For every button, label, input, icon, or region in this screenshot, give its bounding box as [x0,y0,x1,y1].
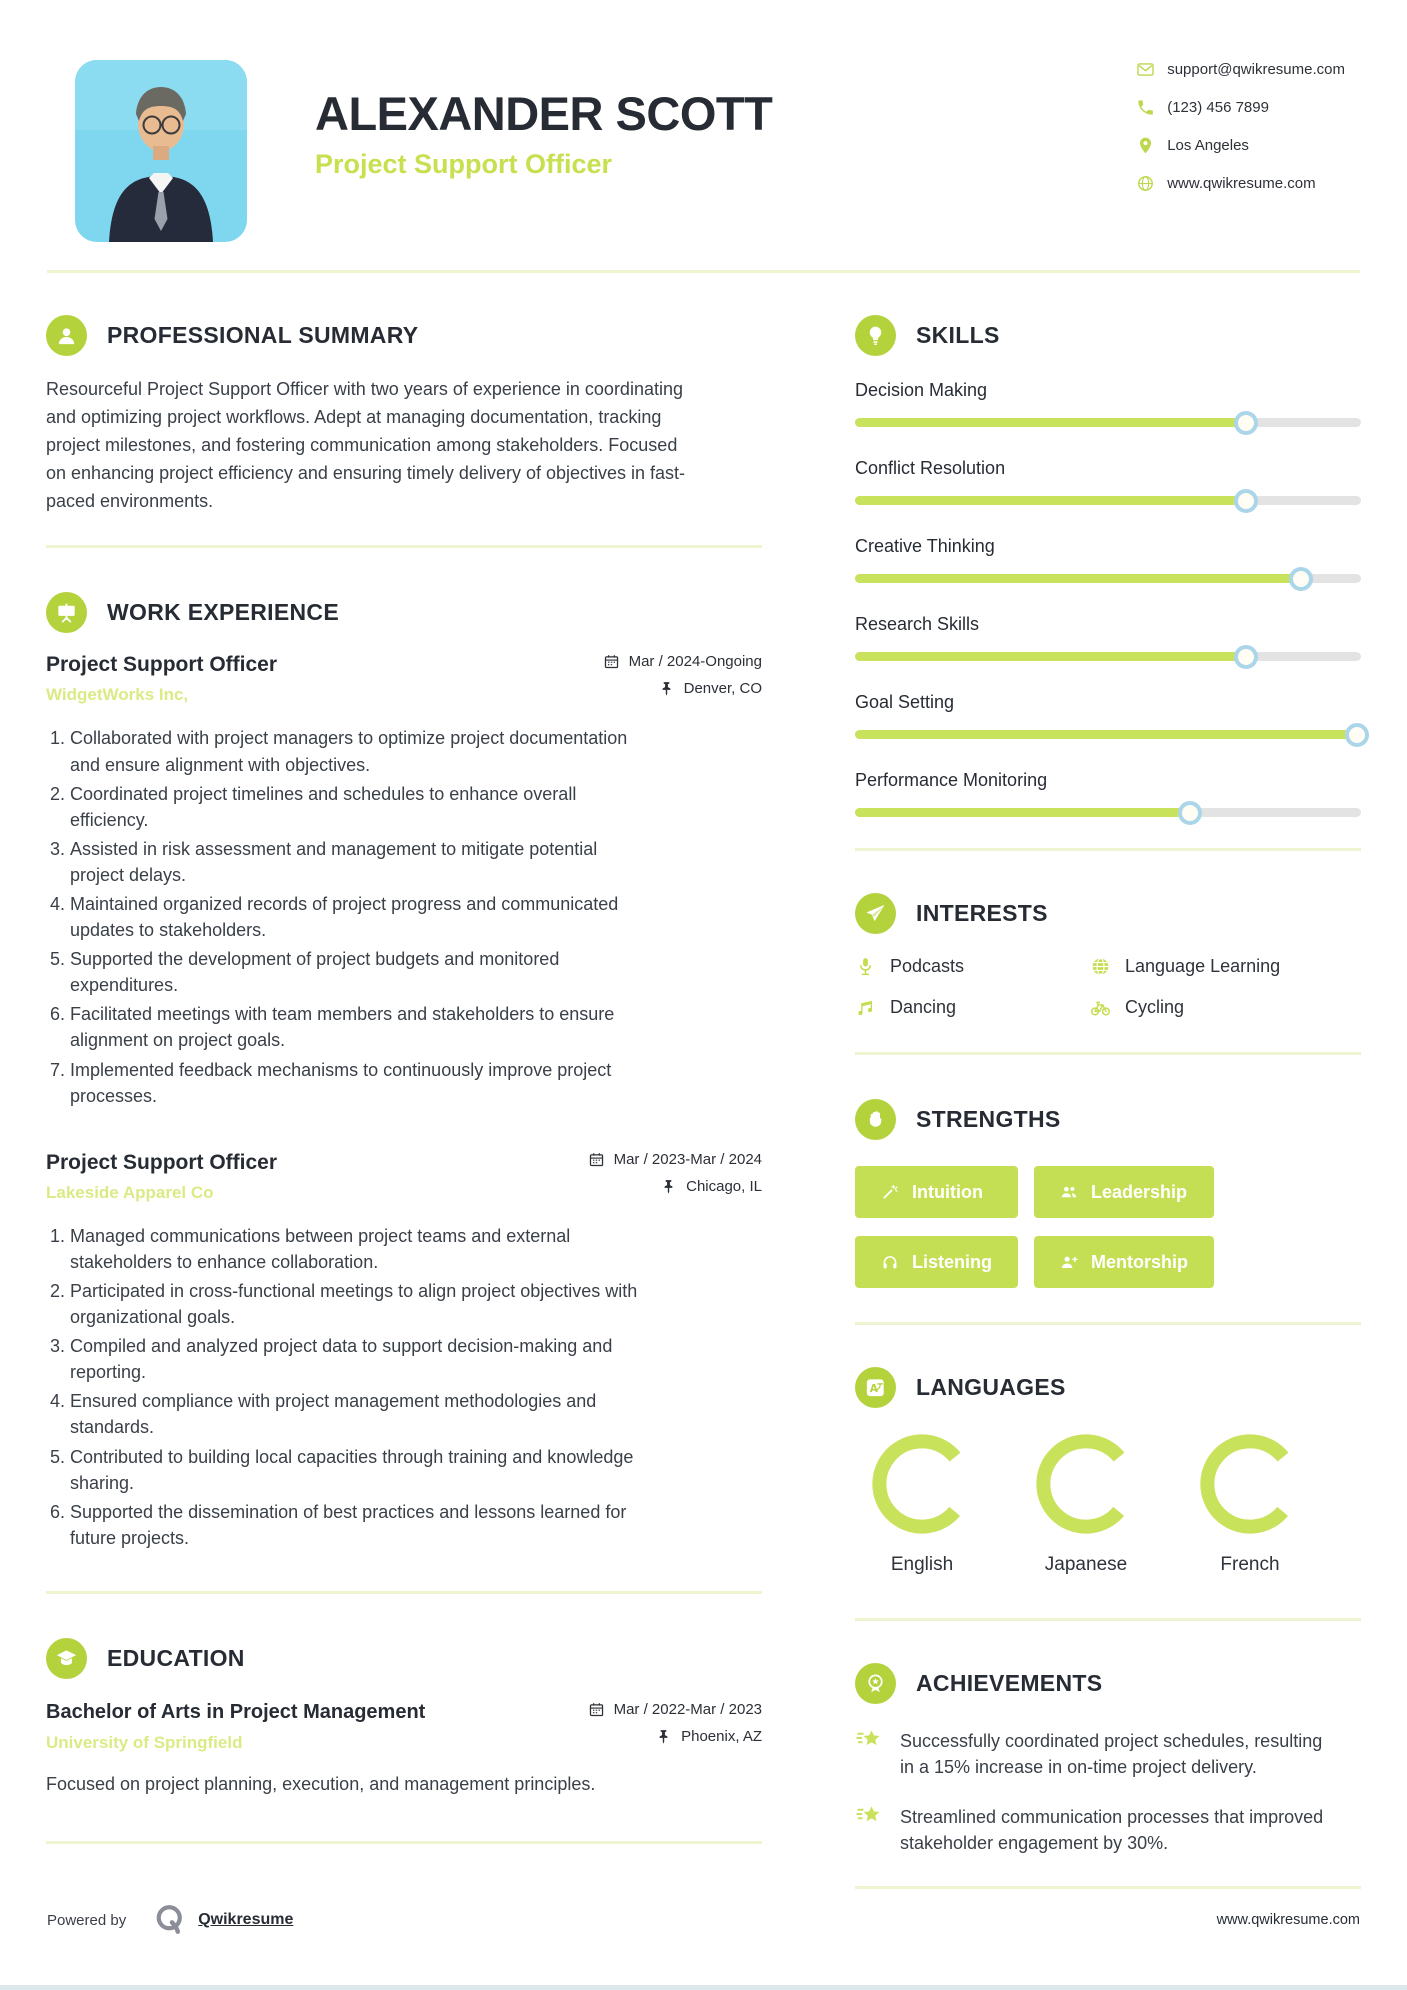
interests-list [855,956,1361,1018]
language-label: English [890,1554,954,1575]
email-icon [1136,60,1155,79]
calendar-icon [603,653,620,670]
slider-knob[interactable] [1234,645,1258,669]
skill-slider-fill [855,418,1245,427]
right-column [855,273,1361,1889]
job-location [547,1178,762,1195]
skill-slider-fill [855,730,1356,739]
shooting-star-icon [855,1726,885,1756]
strengths-section-header [855,1099,1361,1140]
qwikresume-link[interactable]: Qwikresume [198,1911,294,1928]
job-bullet: 1. Managed communications between project teams and external stakeholders to enhance collaboration. [70,1223,652,1275]
skills-heading: SKILLS [916,322,1000,348]
bicycle-icon [1090,997,1111,1018]
strength-badge [1034,1166,1214,1218]
job-meta [547,1151,762,1205]
portrait-image [75,60,247,242]
skill-name: Performance Monitoring [855,770,1048,790]
footer [47,1902,1360,1938]
skill-slider-fill [855,574,1300,583]
strength-label: Intuition [912,1181,983,1202]
education-dates-text: Mar / 2022-Mar / 2023 [613,1700,762,1718]
job-dates [547,653,762,670]
skill-slider[interactable] [855,418,1361,427]
strengths-heading: STRENGTHS [916,1106,1061,1132]
work-section-header [46,592,762,633]
education-location-text: Phoenix, AZ [681,1727,762,1745]
achievement-item [855,1804,1361,1856]
language-level-ring [1198,1432,1302,1536]
interest-item [855,956,1090,977]
education-dates [547,1701,762,1718]
strength-badge [855,1236,1018,1288]
languages-list [855,1432,1361,1576]
job-dates-text: Mar / 2024-Ongoing [628,653,762,671]
language-item [1183,1432,1317,1576]
divider [855,1618,1361,1621]
job-location-text: Chicago, IL [686,1177,762,1195]
skill-name: Creative Thinking [855,536,995,556]
skill-name: Research Skills [855,614,980,634]
slider-knob[interactable] [1289,567,1313,591]
translation-icon [855,1367,896,1408]
footer-website-link[interactable]: www.qwikresume.com [1216,1912,1360,1928]
users-icon [1060,1183,1078,1201]
job-meta [547,653,762,707]
job-bullet: 5. Supported the development of project budgets and monitored expenditures. [70,946,652,998]
job-bullet: 2. Coordinated project timelines and schedules to enhance overall efficiency. [70,781,652,833]
contact-location [1136,136,1345,155]
slider-knob[interactable] [1234,411,1258,435]
summary-heading: PROFESSIONAL SUMMARY [107,322,419,348]
achievement-item [855,1728,1361,1780]
skill-slider-fill [855,652,1245,661]
language-label: French [1220,1554,1280,1575]
skill-item [855,536,1361,583]
interest-label: Cycling [1125,997,1185,1017]
job-bullet: 3. Assisted in risk assessment and management to mitigate potential project delays. [70,836,652,888]
calendar-icon [588,1701,605,1718]
headphones-icon [881,1253,899,1271]
summary-section-header [46,315,762,356]
slider-knob[interactable] [1178,801,1202,825]
work-heading: WORK EXPERIENCE [107,599,339,626]
degree-title: Bachelor of Arts in Project Management [46,1700,426,1723]
paper-plane-icon [855,893,896,934]
qwikresume-logo-icon [152,1902,188,1938]
strength-label: Mentorship [1091,1251,1188,1272]
user-plus-icon [1060,1253,1078,1271]
globe-icon [1090,956,1111,977]
interests-heading: INTERESTS [916,900,1048,926]
interest-label: Podcasts [890,956,965,976]
svg-text:A: A [869,1382,878,1395]
interest-label: Language Learning [1125,956,1281,976]
strengths-list [855,1166,1361,1288]
skill-slider[interactable] [855,808,1361,817]
contact-email [1136,60,1345,79]
skill-slider[interactable] [855,652,1361,661]
skill-name: Decision Making [855,380,988,400]
contact-website-text: www.qwikresume.com [1167,175,1316,192]
divider [855,1322,1361,1325]
strength-badge [1034,1236,1214,1288]
job-location [547,680,762,697]
skill-item [855,614,1361,661]
language-item [855,1432,989,1576]
microphone-icon [855,956,876,977]
achievement-text: Successfully coordinated project schedules, resulting in a 15% increase in on-time project delivery. [900,1731,1323,1778]
job-bullets [46,725,762,1108]
graduation-cap-icon [46,1638,87,1679]
slider-knob[interactable] [1234,489,1258,513]
job-bullet: 4. Ensured compliance with project management methodologies and standards. [70,1388,652,1440]
job-title: Project Support Officer [46,653,278,677]
person-name: ALEXANDER SCOTT [315,87,773,140]
skill-item [855,458,1361,505]
phone-icon [1136,98,1155,117]
interests-section-header [855,893,1361,934]
job-bullet: 1. Collaborated with project managers to optimize project documentation and ensure alignment with objectives. [70,725,652,777]
magic-wand-icon [881,1183,899,1201]
profile-photo [75,60,247,242]
divider [46,1591,762,1594]
globe-icon [1136,174,1155,193]
lightbulb-icon [855,315,896,356]
interest-item [855,997,1090,1018]
contact-info [1136,60,1345,212]
strength-label: Listening [912,1251,992,1272]
slider-knob[interactable] [1345,723,1369,747]
calendar-icon [588,1151,605,1168]
music-note-icon [855,997,876,1018]
divider [46,545,762,548]
job-company: Lakeside Apparel Co [46,1182,214,1202]
left-column [46,273,762,1844]
contact-email-text: support@qwikresume.com [1167,61,1345,78]
skill-item [855,692,1361,739]
job-bullet: 2. Participated in cross-functional meetings to align project objectives with organizational goals. [70,1278,652,1330]
pushpin-icon [658,680,675,697]
job-location-text: Denver, CO [683,680,762,698]
divider [855,1886,1361,1889]
page-bottom-edge [0,1985,1407,1990]
user-icon [46,315,87,356]
language-level-ring [870,1432,974,1536]
job-bullet: 3. Compiled and analyzed project data to support decision-making and reporting. [70,1333,652,1385]
education-description: Focused on project planning, execution, and management principles. [46,1773,596,1794]
skills-section-header [855,315,1361,356]
interest-label: Dancing [890,997,957,1017]
language-item [1019,1432,1153,1576]
education-location [547,1728,762,1745]
school-name: University of Springfield [46,1732,243,1752]
education-entry [46,1701,762,1755]
job-bullet: 7. Implemented feedback mechanisms to continuously improve project processes. [70,1057,652,1109]
skill-name: Conflict Resolution [855,458,1006,478]
divider [855,848,1361,851]
education-section-header [46,1638,762,1679]
achievement-text: Streamlined communication processes that improved stakeholder engagement by 30%. [900,1807,1324,1854]
job-title: Project Support Officer [46,1150,278,1174]
divider [46,1841,762,1844]
job-company: WidgetWorks Inc, [46,685,189,705]
skill-item [855,380,1361,427]
pushpin-icon [660,1178,677,1195]
shooting-star-icon [855,1802,885,1832]
job-bullet: 5. Contributed to building local capacities through training and knowledge sharing. [70,1444,652,1496]
fist-icon [855,1099,896,1140]
powered-by-label: Powered by [47,1911,127,1929]
languages-heading: LANGUAGES [916,1374,1066,1400]
contact-phone-text: (123) 456 7899 [1167,99,1269,116]
job-dates [547,1151,762,1168]
job-bullet: 6. Supported the dissemination of best practices and lessons learned for future projects. [70,1499,652,1551]
language-label: Japanese [1044,1554,1128,1575]
skill-slider-fill [855,808,1189,817]
skill-slider[interactable] [855,496,1361,505]
contact-phone [1136,98,1345,117]
divider [855,1052,1361,1055]
skill-slider[interactable] [855,730,1361,739]
location-icon [1136,136,1155,155]
skill-item [855,770,1361,817]
strength-badge [855,1166,1018,1218]
interest-item [1090,997,1361,1018]
achievements-section-header [855,1663,1361,1704]
contact-location-text: Los Angeles [1167,137,1249,154]
job-dates-text: Mar / 2023-Mar / 2024 [613,1150,762,1168]
presentation-icon [46,592,87,633]
identity [315,60,772,180]
languages-section-header [855,1367,1361,1408]
job-bullet: 6. Facilitated meetings with team members and stakeholders to ensure alignment on project goals. [70,1001,652,1053]
achievements-heading: ACHIEVEMENTS [916,1670,1103,1696]
education-heading: EDUCATION [107,1644,245,1671]
person-job-title: Project Support Officer [315,149,613,179]
header [0,0,1407,242]
medal-icon [855,1663,896,1704]
pushpin-icon [655,1728,672,1745]
summary-text: Resourceful Project Support Officer with two years of experience in coordinating and optimizing project workflows. Adept at managing documentation, tracking project milestones, and fostering communication among stakeholders. Focused on enhancing project efficiency and ensuring timely delivery of objectives in fast-paced environments. [46,379,686,511]
skill-name: Goal Setting [855,692,955,712]
contact-website [1136,174,1345,193]
education-meta [547,1701,762,1755]
job-entry [46,653,762,1108]
skill-slider-fill [855,496,1245,505]
job-bullets [46,1223,762,1551]
strength-label: Leadership [1091,1181,1188,1202]
job-bullet: 4. Maintained organized records of project progress and communicated updates to stakeholders. [70,891,652,943]
job-entry [46,1151,762,1551]
language-level-ring [1034,1432,1138,1536]
interest-item [1090,956,1361,977]
skill-slider[interactable] [855,574,1361,583]
